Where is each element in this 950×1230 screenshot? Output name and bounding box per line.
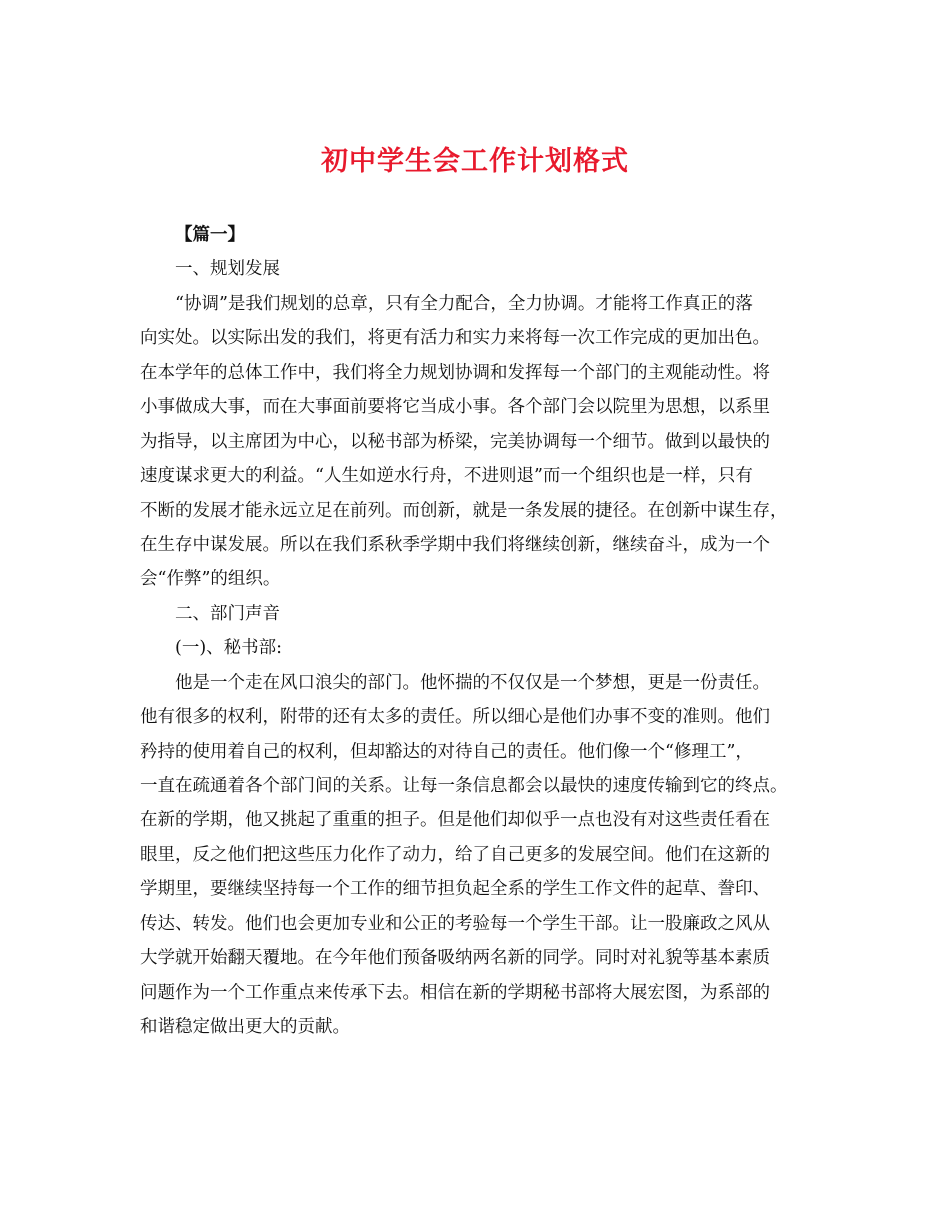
text-line: 和谐稳定做出更大的贡献。 <box>140 1017 350 1038</box>
text-line: (一)、秘书部: <box>175 638 283 659</box>
text-line: 为指导，以主席团为中心，以秘书部为桥梁，完美协调每一个细节。做到以最快的 <box>140 431 770 452</box>
text-line: 二、部门声音 <box>175 603 280 624</box>
text-line: 【篇一】 <box>175 225 245 245</box>
text-line: 一直在疏通着各个部门间的关系。让每一条信息都会以最快的速度传输到它的终点。 <box>140 776 788 796</box>
text-line: 速度谋求更大的利益。“人生如逆水行舟，不进则退”而一个组织也是一样，只有 <box>140 466 753 487</box>
text-line: 大学就开始翻天覆地。在今年他们预备吸纳两名新的同学。同时对礼貌等基本素质 <box>140 948 770 969</box>
text-line: 会“作弊”的组织。 <box>140 569 281 590</box>
document-body <box>140 218 812 1045</box>
text-line: 他是一个走在风口浪尖的部门。他怀揣的不仅仅是一个梦想，更是一份责任。 <box>175 672 770 693</box>
text-line: 小事做成大事，而在大事面前要将它当成小事。各个部门会以院里为思想，以系里 <box>140 397 770 418</box>
text-line: 眼里，反之他们把这些压力化作了动力，给了自己更多的发展空间。他们在这新的 <box>140 844 770 865</box>
text-line: “协调”是我们规划的总章，只有全力配合，全力协调。才能将工作真正的落 <box>175 293 753 314</box>
text-line: 他有很多的权利，附带的还有太多的责任。所以细心是他们办事不变的准则。他们 <box>140 707 770 728</box>
text-line: 矜持的使用着自己的权利，但却豁达的对待自己的责任。他们像一个“修理工”， <box>140 741 753 762</box>
text-line: 传达、转发。他们也会更加专业和公正的考验每一个学生干部。让一股廉政之风从 <box>140 913 770 934</box>
text-line: 在生存中谋发展。所以在我们系秋季学期中我们将继续创新，继续奋斗，成为一个 <box>140 534 770 555</box>
text-line: 一、规划发展 <box>175 259 280 280</box>
text-line: 学期里，要继续坚持每一个工作的细节担负起全系的学生工作文件的起草、誊印、 <box>140 879 770 900</box>
text-line: 在本学年的总体工作中，我们将全力规划协调和发挥每一个部门的主观能动性。将 <box>140 362 770 383</box>
document-title: 初中学生会工作计划格式 <box>321 146 629 177</box>
text-line: 在新的学期，他又挑起了重重的担子。但是他们却似乎一点也没有对这些责任看在 <box>140 810 770 831</box>
text-line: 向实处。以实际出发的我们，将更有活力和实力来将每一次工作完成的更加出色。 <box>140 328 770 349</box>
text-line: 不断的发展才能永远立足在前列。而创新，就是一条发展的捷径。在创新中谋生存， <box>140 500 788 521</box>
text-line: 问题作为一个工作重点来传承下去。相信在新的学期秘书部将大展宏图，为系部的 <box>140 982 770 1003</box>
